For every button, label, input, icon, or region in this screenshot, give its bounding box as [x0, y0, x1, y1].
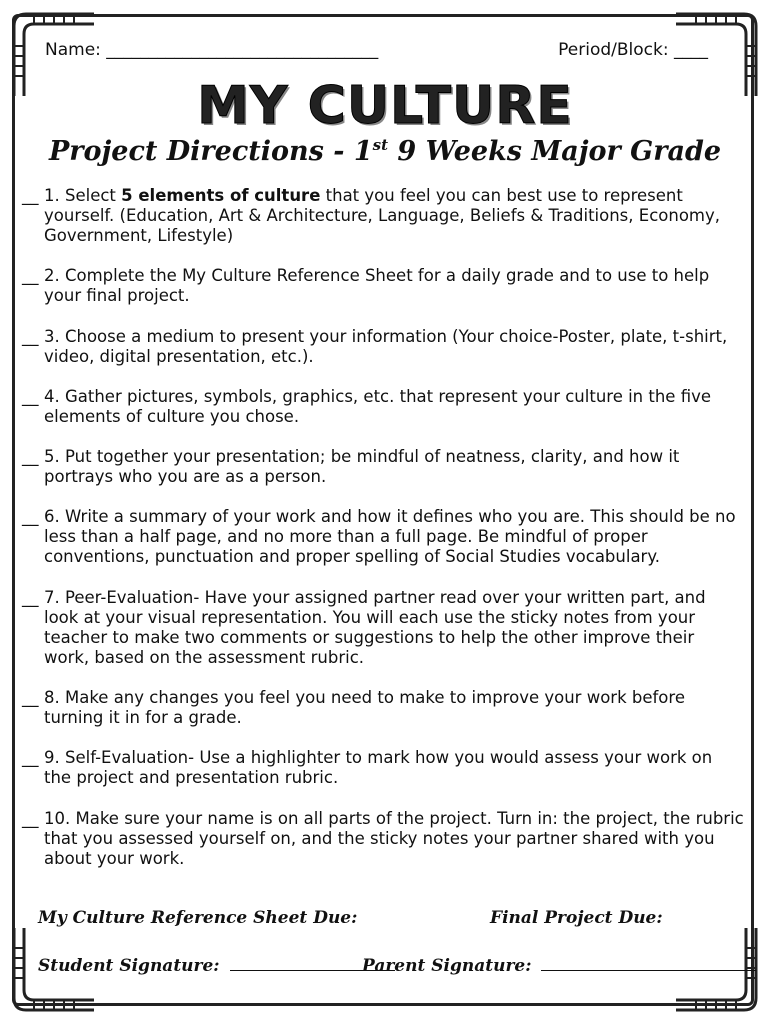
checkbox-blank[interactable]: __ [22, 326, 39, 346]
checkbox-blank[interactable]: __ [22, 447, 39, 467]
checkbox-blank[interactable]: __ [22, 688, 39, 708]
direction-item [22, 327, 744, 367]
direction-item [22, 507, 744, 567]
direction-item [22, 809, 744, 869]
directions-list [22, 186, 744, 889]
item-text: 3. Choose a medium to present your information (Your choice-Poster, plate, t-shirt, video, digital presentation, etc.). [44, 326, 728, 366]
period-block-field[interactable]: Period/Block: ____ [558, 40, 708, 60]
parent-signature-line[interactable] [541, 954, 756, 971]
checkbox-blank[interactable]: __ [22, 386, 39, 406]
direction-item [22, 186, 744, 246]
direction-item [22, 447, 744, 487]
item-text: 4. Gather pictures, symbols, graphics, etc. that represent your culture in the five elements of culture you chose. [44, 386, 712, 426]
item-text-pre: 1. Select [44, 186, 122, 205]
item-text: 10. Make sure your name is on all parts of the project. Turn in: the project, the rubric that you assessed yourself on, and the sticky notes your partner shared with you about your work. [44, 808, 744, 868]
page-subtitle [0, 136, 770, 167]
item-text-post: that you feel you can best use to represent yourself. (Education, Art & Architecture, Language, Beliefs & Traditions, Economy, Government, Lifestyle) [44, 186, 721, 245]
item-text-bold: 5 elements of culture [121, 186, 321, 205]
subtitle-prefix: Project Directions - 1 [48, 136, 373, 167]
checkbox-blank[interactable]: __ [22, 266, 39, 286]
final-project-due-label: Final Project Due: [490, 908, 663, 928]
direction-item [22, 387, 744, 427]
item-text: 9. Self-Evaluation- Use a highlighter to mark how you would assess your work on the project and presentation rubric. [44, 748, 713, 788]
checkbox-blank[interactable]: __ [22, 748, 39, 768]
page-title: MY CULTURE [197, 76, 573, 136]
direction-item [22, 588, 744, 668]
subtitle-suffix: 9 Weeks Major Grade [388, 136, 722, 167]
parent-signature-row [362, 954, 756, 976]
name-field[interactable]: Name: ________________________________ [45, 40, 379, 60]
checkbox-blank[interactable]: __ [22, 507, 39, 527]
direction-item [22, 748, 744, 788]
checkbox-blank[interactable]: __ [22, 587, 39, 607]
subtitle-superscript: st [372, 136, 389, 154]
item-text: 8. Make any changes you feel you need to make to improve your work before turning it in for a grade. [44, 688, 685, 728]
checkbox-blank[interactable]: __ [22, 808, 39, 828]
item-text: 2. Complete the My Culture Reference Sheet for a daily grade and to use to help your final project. [44, 266, 710, 306]
parent-signature-label: Parent Signature: [362, 956, 532, 976]
item-text: 6. Write a summary of your work and how it defines who you are. This should be no less than a half page, and no more than a full page. Be mindful of proper conventions, punctuation and proper spelling of Social Studies vocabulary. [44, 507, 736, 567]
student-signature-row [38, 954, 395, 976]
direction-item [22, 688, 744, 728]
item-text: 5. Put together your presentation; be mindful of neatness, clarity, and how it portrays who you are as a person. [44, 447, 680, 487]
reference-sheet-due-label: My Culture Reference Sheet Due: [38, 908, 358, 928]
checkbox-blank[interactable]: __ [22, 186, 39, 205]
item-text: 7. Peer-Evaluation- Have your assigned partner read over your written part, and look at your visual representation. You will each use the sticky notes from your teacher to make two comments or suggestions to help the other improve their work, based on the assessment rubric. [44, 587, 706, 667]
student-signature-label: Student Signature: [38, 956, 220, 976]
direction-item [22, 266, 744, 306]
